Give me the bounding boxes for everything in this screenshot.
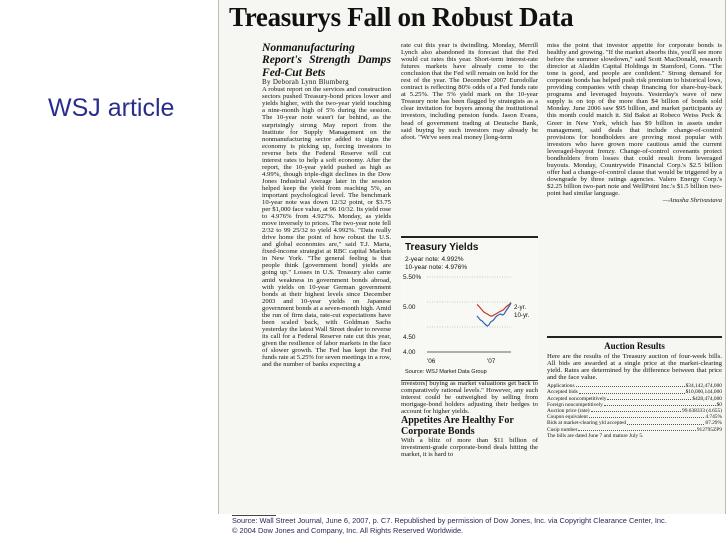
auction-row-value: 4.745% — [705, 414, 722, 421]
auction-row-value: $10,000,144,000 — [685, 389, 722, 396]
y-tick-label: 5.50% — [403, 274, 422, 281]
x-tick-label: '06 — [427, 358, 436, 365]
auction-row-label: Auction price (rate) — [547, 408, 590, 414]
article-headline: Treasurys Fall on Robust Data — [229, 2, 574, 32]
auction-row-value: $0 — [716, 401, 722, 408]
y-tick-label: 4.50 — [403, 334, 416, 341]
auction-row-value: $428,474,000 — [692, 395, 722, 402]
newspaper-clipping — [218, 0, 726, 514]
auction-row-value: $34,142,474,000 — [685, 383, 722, 390]
leader-dots — [579, 389, 685, 393]
leader-dots — [576, 383, 685, 387]
auction-row-value: 87.29% — [705, 420, 722, 427]
auction-row-label: Bids at market-clearing yld accepted — [547, 420, 627, 427]
series-line-2yr — [477, 303, 511, 317]
article-body-3: miss the point that investor appetite for corporate bonds is healthy and growing. "If the market absorbs this, you'll see more before the summer slowdown," said Scott MacDonald, research director at Aladdin Capital Holdings in Stamford, Conn. "The tone is good, and people are confident." Strong demand for corporate bonds has helped push risk premium to historical lows, providing companies with cheap financing for share-buy-back programs and leveraged buyouts. Yesterday's wave of new supply is on top of the more than $4 billion of bonds sold Monday. June 2006 saw $95 billion, and market participants ay this month could match it. Sid Bakst at Robeco Weiss Peck & Greer in New York, which has $9 billion in assets under management, said deals that include change-of-control provisions for bondholders are proving most popular with investors who have grown more cautious amid the current leveraged-buyout frenzy. Change-of-control covenants protect bondholders from losses that could result from leveraged buyouts. Monday, Countrywide Financial Corp.'s $2.5 billion offer had a change-of-control clause that would be triggered by a downgrade by three ratings agencies. Valero Energy Corp.'s $2.25 billion two-part note and WellPoint Inc.'s $1.5 billion two-point had similar language. — [547, 42, 722, 197]
leader-dots — [607, 396, 691, 400]
leader-dots — [578, 427, 695, 431]
legend-10yr: 10-yr. — [514, 312, 530, 319]
legend-2yr: 2-yr. — [514, 304, 527, 311]
article-column-2-lower — [401, 380, 538, 514]
auction-row-label: Applications — [547, 383, 575, 390]
article-signoff: —Anusha Shrivastava — [662, 197, 722, 205]
article-body-2: rate cut this year is dwindling. Monday, Merrill Lynch also abandoned its forecast that the Fed would cut rates this year. Short-term interest-rate futures markets have already come to the conclusion that the Fed will remain on hold for the rest of the year. The December 2007 Eurodollar contract is reflecting 80% odds of a Fed funds rate at 5.25%. The 5% yield mark on the 10-year Treasury note has been flagged by strategists as a clear invitation for buyers among the institutional investors, including pension funds. Jason Evans, head of government trading at Deutsche Bank, said buying by such investors may already be afoot. "We've seen real money [long-term — [401, 42, 538, 141]
auction-row-value: 99.638333 (4.655) — [682, 408, 722, 414]
chart-note-2yr: 2-year note: 4.992% — [405, 256, 464, 263]
leader-dots — [589, 414, 705, 418]
caption-line-2: © 2004 Dow Jones and Company, Inc. All Rights Reserved Worldwide. — [232, 526, 464, 535]
y-tick-label: 5.00 — [403, 304, 416, 311]
auction-footnote: The bills are dated June 7 and mature July 5. — [547, 432, 644, 439]
source-caption — [232, 516, 722, 536]
slide-title: WSJ article — [48, 94, 175, 122]
article-body-1: A robust report on the services and construction sectors pushed Treasury-bond prices lower and yields higher, with the two-year yield touching a nine-month high of 5% during the session. The 10-year note wasn't far behind, as the surprisingly strong May report from the Institute for Supply Management on the nonmanufacturing sector added to signs the economy is picking up, forcing investors to reverse bets the Federal Reserve will cut interest rates to help a soft economy. After the report, the 10-year yield pushed as high as 4.99%, though triple-digit declines in the Dow Jones Industrial Average later in the session helped keep the yield from reaching 5%, an important psychological level. The benchmark 10-year note was down 12/32 point, or $3.75 per $1,000 face value, at 96 10/32. Its yield rose to 4.976% from 4.927%. Monday, as yields move inversely to prices. The two-year note fell 2/32 to 99 25/32 to yield 4.992%. "Data really drive home the point of how robust the U.S. and global economies are," said T.J. Marta, fixed-income strategist at RBC capital Markets in New York. "The general feeling is that people think [government bond] yields are going up." Losses in U.S. Treasury also came amid weakness in government bonds abroad, with yields on 10-year German government bonds at their highest levels since December 2003 and 10-year yields on Japanese government bonds at a seven-month high. Amid the run of firm data, rate-cut expectations have been scaled back, with Goldman Sachs yesterday the latest Wall Street dealer to reverse its call for a Federal Reserve rate cut this year, given the resilience of labor markets in the face of slower growth. The Fed has kept the Fed funds rate at 5.25% for seven meetings in a row, and the number of banks expecting a — [262, 86, 391, 369]
article-subheadline: Nonmanufacturing Report's Strength Damps Fed-Cut Bets — [262, 42, 391, 79]
y-tick-label: 4.00 — [403, 349, 416, 356]
article-column-1 — [262, 42, 391, 514]
leader-dots — [604, 402, 716, 406]
article-body-2c: With a blitz of more than $11 billion of investment-grade corporate-bond deals hitting the market, it is hard to — [401, 437, 538, 459]
auction-row-label: Accepted bids — [547, 389, 578, 396]
auction-title: Auction Results — [604, 341, 665, 351]
auction-row-label: Coupon equivalent — [547, 414, 588, 421]
article-body-2b: investors] buying as market valuations get back to comparatively rational levels." However, any such interest could be outweighed by selling from mortgage-bond holders adjusting their hedges to account for higher yields. — [401, 380, 538, 416]
auction-row-value: 912795ZP9 — [696, 426, 722, 433]
leader-dots — [591, 408, 682, 412]
auction-intro: Here are the results of the Treasury auction of four-week bills. All bids are awarded at a single price at the market-clearing yield. Rates are determined by the difference between that price and the face value. — [547, 353, 722, 382]
article-byline: By Deborah Lynn Blumberg — [262, 78, 349, 87]
x-tick-label: '07 — [487, 358, 496, 365]
auction-table — [547, 383, 722, 433]
auction-row-label: Cusip number — [547, 426, 578, 433]
article-subhead-corporate-bonds: Appetites Are Healthy For Corporate Bonds — [401, 415, 514, 438]
article-column-2 — [401, 42, 538, 232]
leader-dots — [627, 420, 704, 424]
article-column-3 — [547, 42, 722, 332]
treasury-yields-chart — [401, 236, 538, 381]
chart-source: Source: WSJ Market Data Group — [405, 369, 487, 375]
auction-results-box — [547, 336, 722, 514]
caption-line-1: Source: Wall Street Journal, June 6, 2007, p. C7. Republished by permission of Dow Jones, Inc. via Copyright Clearance Center, Inc. — [232, 516, 667, 525]
auction-row-label: Foreign noncompetitively — [547, 401, 603, 408]
chart-title: Treasury Yields — [405, 242, 479, 253]
chart-note-10yr: 10-year note: 4.976% — [405, 264, 468, 271]
auction-row-label: Accepted noncompetitively — [547, 395, 607, 402]
